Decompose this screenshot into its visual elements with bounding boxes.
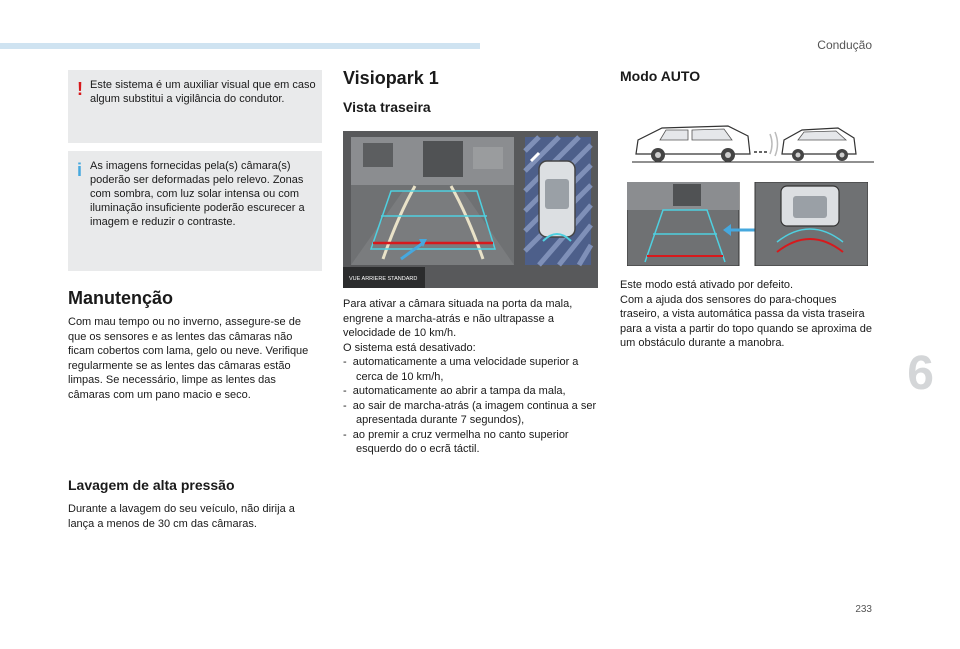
auto-view-switch-icon	[627, 182, 868, 266]
pressure-wash-title: Lavagem de alta pressão	[68, 477, 235, 493]
rear-camera-illustration	[343, 131, 598, 288]
auto-mode-description	[620, 278, 876, 351]
visiopark-title: Visiopark 1	[343, 68, 439, 88]
list-item: - automaticamente a uma velocidade superior a cerca de 10 km/h,	[343, 356, 579, 383]
auto-view-illustration	[627, 182, 868, 266]
section-header: Condução	[817, 38, 872, 52]
visiopark-description	[343, 297, 601, 457]
warning-text: Este sistema é um auxiliar visual que em caso algum substitui a vigilância do condutor.	[90, 79, 316, 105]
maintenance-title: Manutenção	[68, 288, 174, 308]
screen-mode-label: VUE ARRIERE STANDARD	[349, 276, 418, 282]
top-accent-bar	[0, 43, 480, 49]
rear-camera-screen	[343, 131, 598, 288]
pressure-wash-text: Durante a lavagem do seu veículo, não dirija a lança a menos de 30 cm das câmaras.	[68, 503, 295, 530]
visiopark-off-label: O sistema está desativado:	[343, 341, 476, 354]
list-item: - ao sair de marcha-atrás (a imagem continua a ser apresentada durante 7 segundos),	[343, 399, 597, 426]
maintenance-text: Com mau tempo ou no inverno, assegure-se de que os sensores e as lentes das câmaras não ficam cobertos com lama, gelo ou neve. Verifique regularmente se as lentes das câmaras estão limpas. Se necessário, limpe as lentes das câmaras com um pano macio e seco.	[68, 316, 309, 401]
warning-icon: !	[77, 79, 83, 99]
warning-note	[68, 70, 322, 143]
list-item: - automaticamente ao abrir a tampa da mala,	[343, 385, 566, 397]
page-number: 233	[855, 604, 872, 615]
list-item: - ao premir a cruz vermelha no canto superior esquerdo do o ecrã táctil.	[343, 428, 569, 455]
rear-view-subtitle: Vista traseira	[343, 99, 431, 115]
cars-illustration	[632, 118, 874, 166]
auto-mode-default: Este modo está ativado por defeito.	[620, 279, 794, 291]
auto-mode-text: Com a ajuda dos sensores do para-choques traseiro, a vista automática passa da vista traseira para a vista a partir do topo quando se aproxima de um obstáculo durante a manobra.	[620, 293, 872, 349]
info-note	[68, 151, 322, 271]
visiopark-intro: Para ativar a câmara situada na porta da mala, engrene a marcha-atrás e não ultrapasse a velocidade de 10 km/h.	[343, 298, 573, 339]
auto-mode-title: Modo AUTO	[620, 68, 701, 84]
info-icon: i	[77, 160, 83, 180]
info-text: As imagens fornecidas pela(s) câmara(s) poderão ser deformadas pelo relevo. Zonas com sombra, com luz solar intensa ou com iluminação insuficiente poderão escurecer a imagem e reduzir o contraste.	[90, 160, 305, 228]
reversing-cars-icon	[632, 118, 874, 166]
chapter-number: 6	[907, 347, 934, 400]
